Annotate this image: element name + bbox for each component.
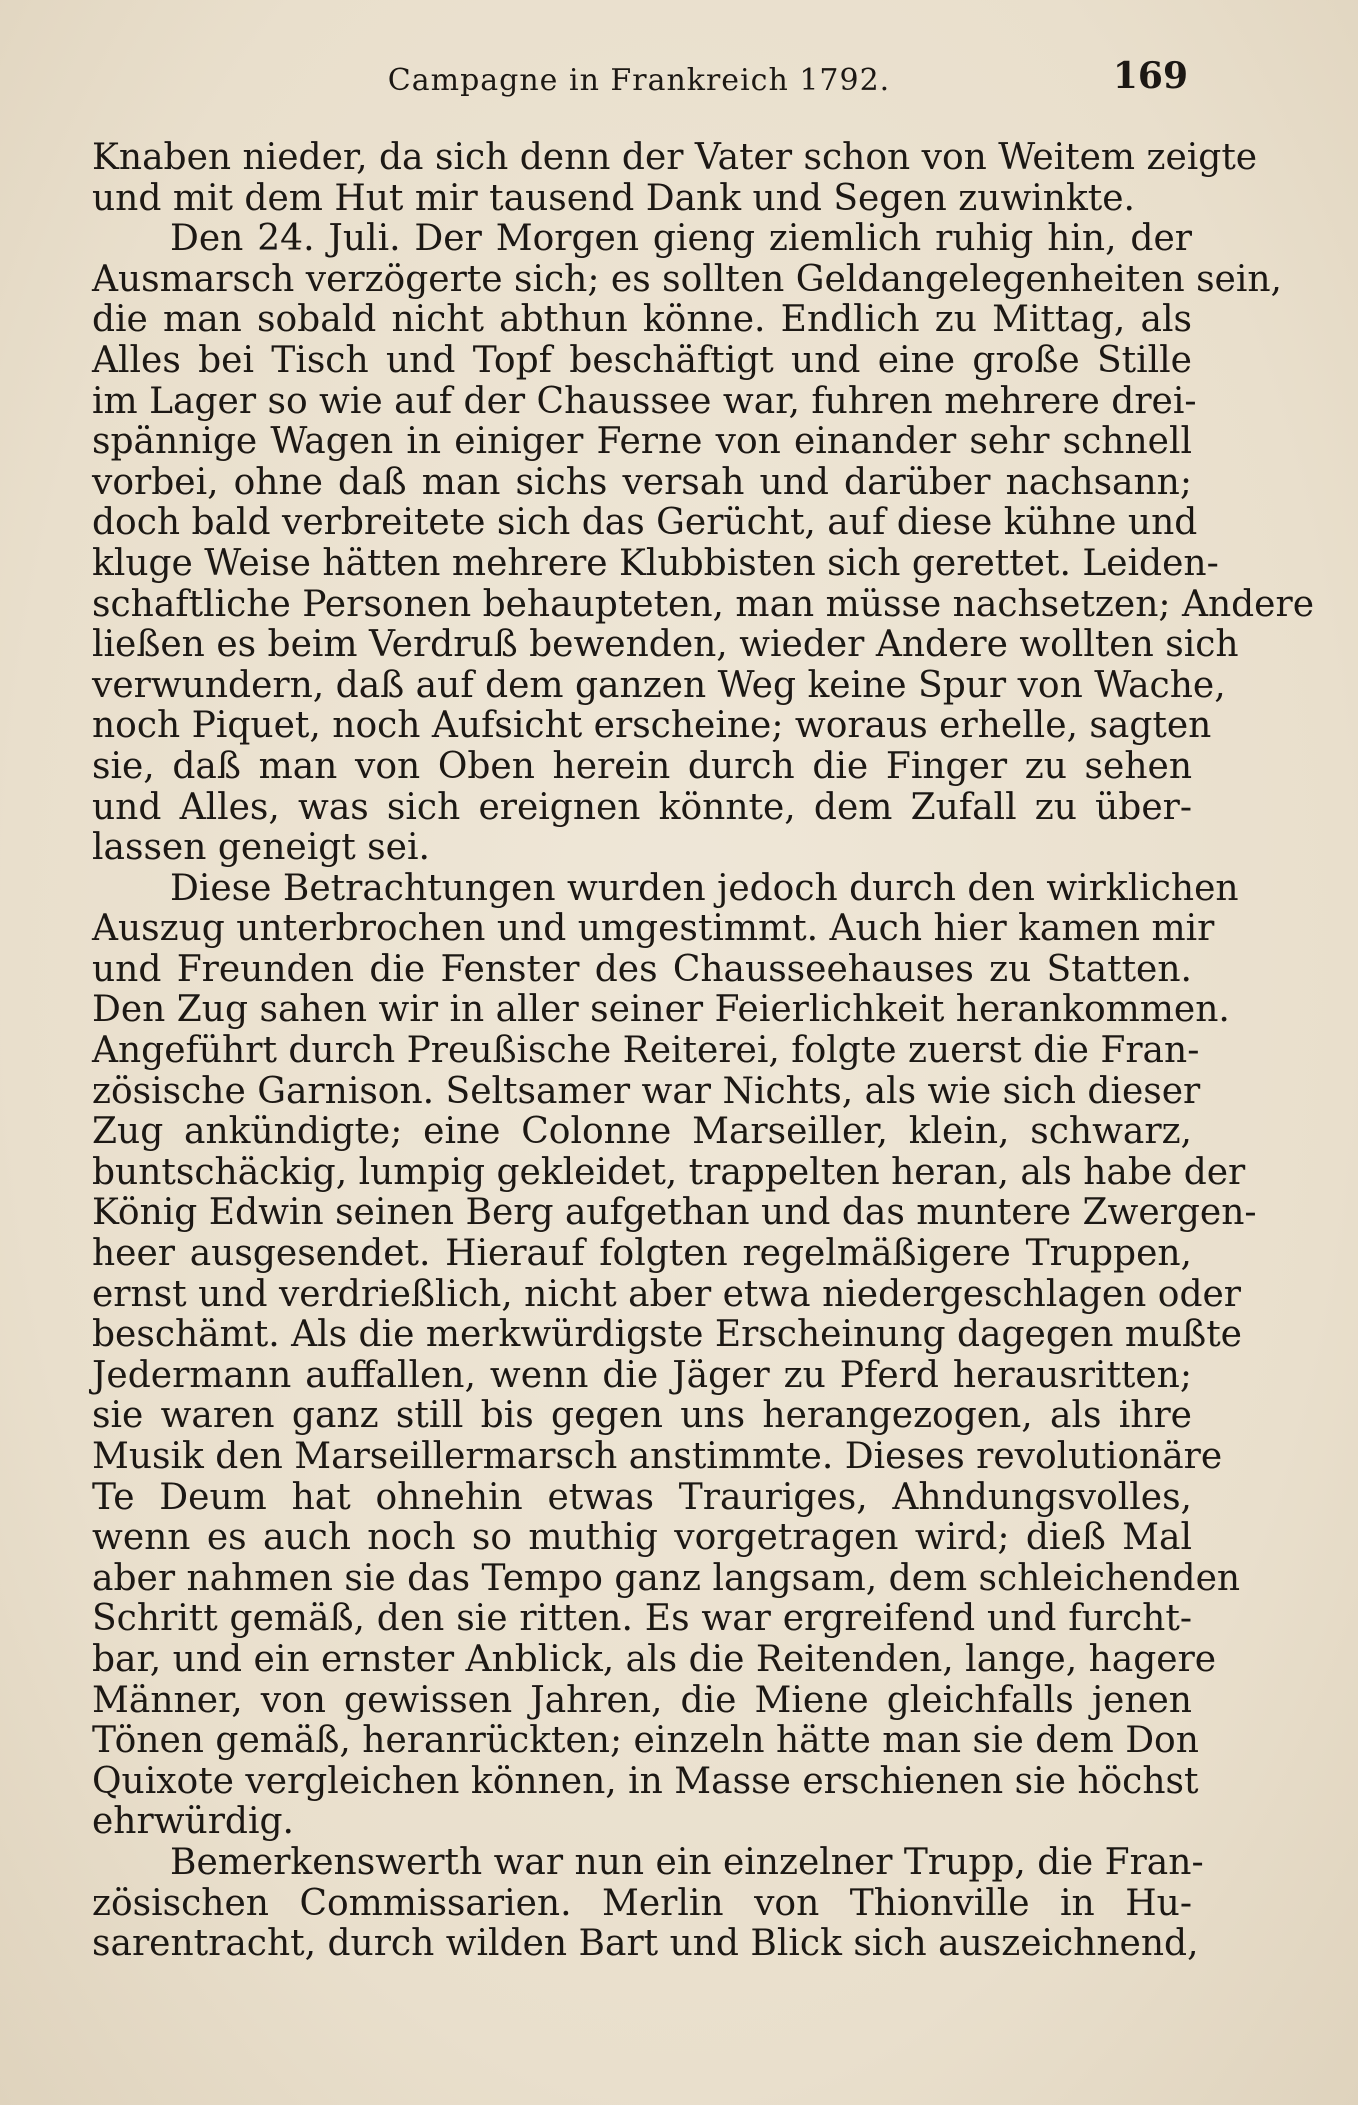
text-line: Bemerkenswerth war nun ein einzelner Trupp, die Fran- (170, 1841, 1204, 1883)
text-line: zösischen Commissarien. Merlin von Thionville in Hu- (92, 1882, 1192, 1924)
text-line: Quixote vergleichen können, in Masse erschienen sie höchst (92, 1760, 1199, 1802)
text-line: lassen geneigt sei. (92, 827, 430, 869)
text-line: Den Zug sahen wir in aller seiner Feierlichkeit herankommen. (92, 989, 1230, 1031)
text-line: König Edwin seinen Berg aufgethan und das muntere Zwergen- (92, 1192, 1257, 1234)
page-number: 169 (1112, 55, 1188, 97)
text-line: schaftliche Personen behaupteten, man müsse nachsetzen; Andere (92, 583, 1314, 625)
text-line: zösische Garnison. Seltsamer war Nichts, als wie sich dieser (92, 1070, 1201, 1112)
text-line: Jedermann auffallen, wenn die Jäger zu Pferd herausritten; (92, 1354, 1192, 1396)
text-line: und mit dem Hut mir tausend Dank und Segen zuwinkte. (92, 177, 1135, 219)
text-line: Den 24. Juli. Der Morgen gieng ziemlich ruhig hin, der (170, 218, 1192, 260)
text-line: heer ausgesendet. Hierauf folgten regelmäßigere Truppen, (92, 1233, 1192, 1275)
text-line: Zug ankündigte; eine Colonne Marseiller, klein, schwarz, (92, 1111, 1192, 1153)
text-line: die man sobald nicht abthun könne. Endlich zu Mittag, als (92, 299, 1192, 341)
text-line: sarentracht, durch wilden Bart und Blick sich auszeichnend, (92, 1923, 1199, 1965)
text-line: im Lager so wie auf der Chaussee war, fuhren mehrere drei- (92, 380, 1197, 422)
text-line: Knaben nieder, da sich denn der Vater schon von Weitem zeigte (92, 137, 1258, 178)
text-line: beschämt. Als die merkwürdigste Erscheinung dagegen mußte (92, 1314, 1242, 1356)
text-line: Angeführt durch Preußische Reiterei, folgte zuerst die Fran- (92, 1030, 1200, 1072)
text-line: bar, und ein ernster Anblick, als die Reitenden, lange, hagere (92, 1638, 1217, 1680)
text-line: und Alles, was sich ereignen könnte, dem Zufall zu über- (92, 786, 1192, 828)
text-line: Musik den Marseillermarsch anstimmte. Dieses revolutionäre (92, 1436, 1223, 1477)
text-line: Alles bei Tisch und Topf beschäftigt und eine große Stille (92, 339, 1192, 381)
body-text (92, 137, 1314, 1965)
text-line: kluge Weise hätten mehrere Klubbisten sich gerettet. Leiden- (92, 542, 1219, 584)
text-line: spännige Wagen in einiger Ferne von einander sehr schnell (92, 421, 1192, 463)
page-header (90, 55, 1188, 105)
text-line: Te Deum hat ohnehin etwas Trauriges, Ahndungsvolles, (92, 1476, 1192, 1518)
text-line: verwundern, daß auf dem ganzen Weg keine Spur von Wache, (92, 664, 1226, 706)
text-line: wenn es auch noch so muthig vorgetragen wird; dieß Mal (92, 1517, 1192, 1559)
text-line: aber nahmen sie das Tempo ganz langsam, dem schleichenden (92, 1557, 1241, 1599)
text-line: Schritt gemäß, den sie ritten. Es war ergreifend und furcht- (92, 1598, 1192, 1640)
text-line: buntschäckig, lumpig gekleidet, trappelten heran, als habe der (92, 1151, 1246, 1193)
text-line: doch bald verbreitete sich das Gerücht, auf diese kühne und (92, 502, 1198, 544)
text-line: vorbei, ohne daß man sichs versah und darüber nachsann; (92, 461, 1192, 503)
running-title: Campagne in Frankreich 1792. (387, 63, 891, 98)
text-line: Tönen gemäß, heranrückten; einzeln hätte man sie dem Don (92, 1720, 1199, 1762)
text-line: noch Piquet, noch Aufsicht erscheine; woraus erhelle, sagten (92, 705, 1212, 747)
text-line: ließen es beim Verdruß bewenden, wieder Andere wollten sich (92, 624, 1239, 666)
text-line: Diese Betrachtungen wurden jedoch durch den wirklichen (170, 867, 1239, 909)
text-line: Auszug unterbrochen und umgestimmt. Auch hier kamen mir (92, 908, 1215, 950)
text-line: Ausmarsch verzögerte sich; es sollten Geldangelegenheiten sein, (92, 258, 1283, 300)
text-line: sie waren ganz still bis gegen uns herangezogen, als ihre (92, 1395, 1192, 1437)
text-line: ernst und verdrießlich, nicht aber etwa niedergeschlagen oder (92, 1273, 1242, 1315)
text-line: und Freunden die Fenster des Chausseehauses zu Statten. (92, 948, 1192, 990)
text-line: sie, daß man von Oben herein durch die Finger zu sehen (92, 745, 1192, 787)
text-line: Männer, von gewissen Jahren, die Miene gleichfalls jenen (92, 1679, 1192, 1721)
text-line: ehrwürdig. (92, 1801, 294, 1843)
